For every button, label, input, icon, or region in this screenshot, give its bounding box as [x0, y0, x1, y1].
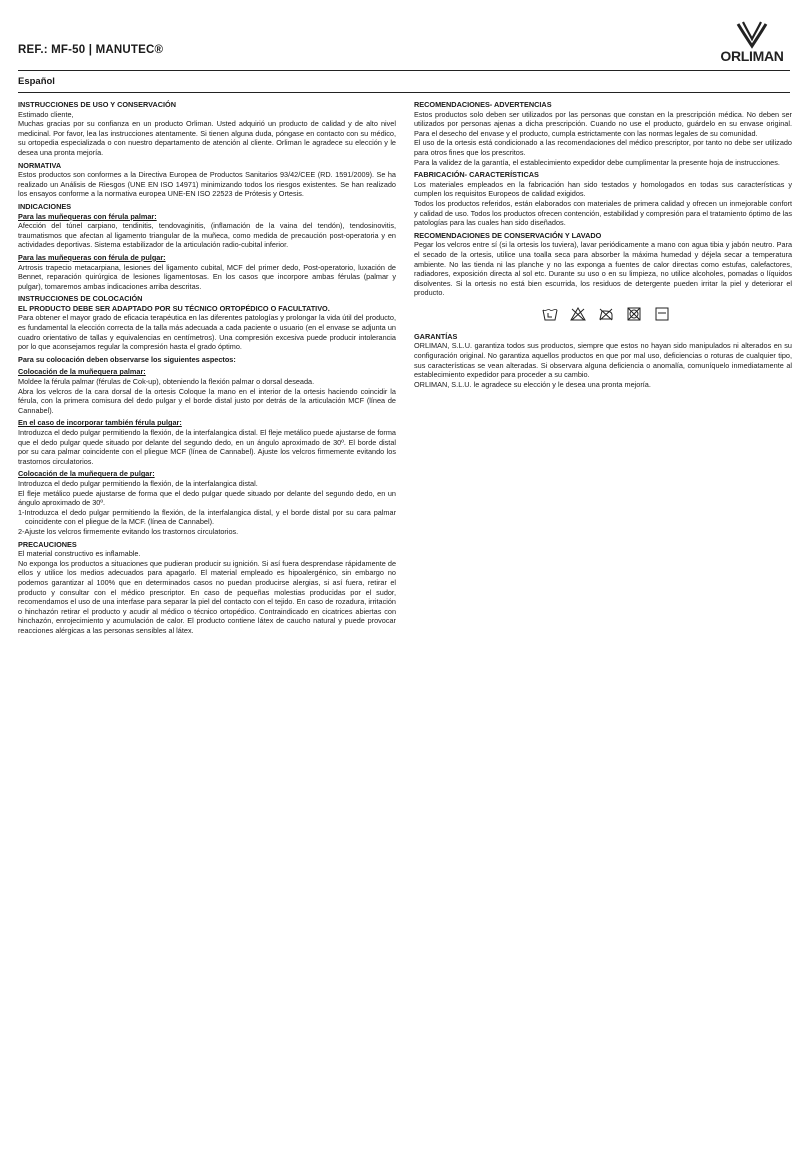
section-divider [18, 92, 790, 93]
section-recomendaciones [414, 100, 792, 167]
paragraph: Todos los productos referidos, están elaborados con materiales de primera calidad y ofrecen un inmejorable confort y calidad de uso. Todos los productos ofrecen contención, estabilidad y compresión para el tratamiento óptimo de las patologías para las cuales han sido diseñados. [414, 198, 792, 228]
section-indicaciones [18, 202, 396, 291]
orliman-logo-mark [714, 20, 790, 50]
section-fabricacion [414, 170, 792, 228]
no-bleach-icon [570, 307, 586, 321]
paragraph: Muchas gracias por su confianza en un producto Orliman. Usted adquirió un producto de calidad y de alto nivel medicinal. Por favor, lea las instrucciones atentamente. Si tienen alguna duda, póngase en contacto con su médico, su ortopedia especializada o con nuestro departamento de atención al cliente. Orliman le agradece su elección y le desea una pronta mejoría. [18, 119, 396, 157]
numbered-step: 1-Introduzca el dedo pulgar permitiendo la flexión, de la interfalangica distal, y el borde distal por su cara palmar coincidente con el pliegue de la MCF. (línea de Cannabel). [18, 507, 396, 527]
paragraph: ORLIMAN, S.L.U. garantiza todos sus productos, siempre que estos no hayan sido manipulados ni alterados en su configuración original. No garantiza aquellos productos en que por mal uso, deficiencias o roturas de cualquier tipo, sus características se vean alteradas. Si observara alguna deficiencia o anomalía, comuníquelo inmediatamente al establecimiento expedidor para proceder a su cambio. [414, 341, 792, 380]
right-column [414, 100, 792, 392]
section-title: INDICACIONES [18, 201, 72, 211]
section-title: FABRICACIÓN- CARACTERÍSTICAS [414, 170, 539, 180]
section-title: RECOMENDACIONES DE CONSERVACIÓN Y LAVADO [414, 230, 602, 240]
paragraph: El fleje metálico puede ajustarse de forma que el dedo pulgar quede situado por delante del segundo dedo, en un ángulo aproximado de 30º. [18, 488, 396, 508]
paragraph: Para obtener el mayor grado de eficacia terapéutica en las diferentes patologías y prolongar la vida útil del producto, es fundamental la elección correcta de la talla más adecuada a cada paciente o usuario (en el envase se adjunta un cuadro orientativo de tallas y equivalencias en centímetros). Una compresión excesiva puede producir intolerancia por lo que aconsejamos regular la compresión hasta el grado óptimo. [18, 313, 396, 352]
language-label: Español [18, 76, 55, 87]
section-subtitle: EL PRODUCTO DEBE SER ADAPTADO POR SU TÉCNICO ORTOPÉDICO O FACULTATIVO. [18, 303, 330, 313]
paragraph: Introduzca el dedo pulgar permitiendo la flexión, de la interfalangica distal. [18, 478, 258, 488]
paragraph: El uso de la ortesis está condicionado a las recomendaciones del médico prescriptor, por tanto no debe ser utilizado para otros fines que los prescritos. [414, 138, 792, 157]
document-reference: REF.: MF-50 | MANUTEC® [18, 44, 164, 56]
left-column [18, 100, 396, 638]
section-title: INSTRUCCIONES DE COLOCACIÓN [18, 294, 143, 304]
paragraph: Estos productos solo deben ser utilizados por las personas que constan en la prescripción médica. No deben ser utilizados por personas ajenas a dicha prescripción. Cuando no use el producto, guárdelo en su envase original. Para el desecho del envase y el producto, cumpla estrictamente con las normas legales de su comunidad. [414, 109, 792, 138]
paragraph: Estimado cliente, [18, 109, 74, 119]
subsection-title: Colocación de la muñequera de pulgar: [18, 469, 155, 479]
section-garantias [414, 332, 792, 390]
section-title: PRECAUCIONES [18, 539, 77, 549]
section-conservacion [414, 231, 792, 298]
paragraph: ORLIMAN, S.L.U. le agradece su elección y le desea una pronta mejoría. [414, 379, 651, 389]
section-title: GARANTÍAS [414, 331, 458, 341]
section-precauciones [18, 540, 396, 636]
care-symbols [542, 306, 792, 322]
numbered-step: 2-Ajuste los velcros firmemente evitando los trastornos circulatorios. [18, 526, 239, 536]
aspects-heading: Para su colocación deben observarse los siguientes aspectos: [18, 354, 236, 364]
subsection-title: Para las muñequeras con férula de pulgar: [18, 252, 166, 262]
orliman-logo [714, 20, 790, 68]
paragraph: Los materiales empleados en la fabricación han sido testados y homologados en todas sus características y cumplen los requisitos Europeos de calidad exigidos. [414, 179, 792, 199]
subsection-title: En el caso de incorporar también férula pulgar: [18, 418, 182, 428]
section-colocacion [18, 294, 396, 536]
section-title: NORMATIVA [18, 160, 62, 170]
paragraph: Pegar los velcros entre sí (si la ortesis los tuviera), lavar periódicamente a mano con agua tibia y jabón neutro. Para el secado de la ortesis, utilice una toalla seca para absorber la máxima humedad y déjela secar a temperatura ambiente. No las tienda ni las planche y no las exponga a fuentes de calor directas como estufas, calefactores, radiadores, exposición directa al sol etc. Durante su uso o en su limpieza, no utilice alcoholes, pomadas o líquidos disolventes. Si la ortesis no está bien escurrida, los residuos de detergente pueden irritar la piel y deteriorar el producto. [414, 240, 792, 298]
section-normativa [18, 161, 396, 199]
brand-name: ORLIMAN [720, 48, 784, 64]
paragraph: Para la validez de la garantía, el establecimiento expedidor debe cumplimentar la presente hoja de instrucciones. [414, 157, 780, 167]
no-iron-icon [598, 307, 614, 321]
paragraph: Moldee la férula palmar (férulas de Cok-up), obteniendo la flexión palmar o dorsal deseada. [18, 377, 315, 387]
section-title: RECOMENDACIONES- ADVERTENCIAS [414, 100, 552, 109]
paragraph: El material constructivo es inflamable. [18, 549, 141, 559]
hand-wash-icon [542, 307, 558, 321]
paragraph: Estos productos son conformes a la Directiva Europea de Productos Sanitarios 93/42/CEE (RD. 1591/2009). Se ha realizado un Análisis de Riesgos (UNE EN ISO 14971) minimizando todos los riesgos existentes. Se han realizado los ensayos conforme a la normativa europea UNE-EN ISO 22523 de Prótesis y Ortesis. [18, 170, 396, 199]
paragraph: Abra los velcros de la cara dorsal de la ortesis Coloque la mano en el interior de la ortesis haciendo coincidir la férula, con la primera comisura del dedo pulgar y el borde distal justo por detrás de la articulación MCF (línea de Cannabel). [18, 386, 396, 415]
paragraph: Afección del túnel carpiano, tendinitis, tendovaginitis, (inflamación de la vaina del tendón), tendosinovitis, traumatismos que afectan al ligamento triangular de la muñeca, como medida de precaución post-operatoria y en actividades deportivas. Sistema estabilizador de la articulación radio-cubital inferior. [18, 221, 396, 250]
section-title: INSTRUCCIONES DE USO Y CONSERVACIÓN [18, 100, 176, 109]
section-uso [18, 100, 396, 158]
paragraph: Introduzca el dedo pulgar permitiendo la flexión, de la interfalangica distal. El fleje metálico puede ajustarse de forma que el dedo pulgar quede situado por delante del segundo dedo, en un ángulo aproximado de 30º. El borde distal por su cara palmar coincidente con el pliegue MCF (línea de Cannabel). Ajuste los velcros firmemente evitando los trastornos circulatorios. [18, 428, 396, 466]
subsection-title: Colocación de la muñequera palmar: [18, 367, 146, 377]
header-divider [18, 70, 790, 71]
line-dry-icon [654, 307, 670, 321]
paragraph: No exponga los productos a situaciones que pudieran producir su ignición. Si así fuera desprendase rápidamente de ellos y utilice los medios adecuados para apagarlo. El material empleado es hipoalergénico, sin embargo no podemos garantizar al 100% que en determinados casos no puedan producirse alergias, si así fuera, retirar el producto y consultar con el médico prescriptor. En caso de pequeñas molestias producidas por el sudor, recomendamos el uso de una interfase para separar la piel del contacto con el tejido. En caso de rozadura, irritación o hinchazón retirar el producto y acudir al médico o técnico ortopédico. Contraindicado en cicatrices abiertas con hinchazón, enrojecimiento y acumulación de calor. El producto contiene látex de caucho natural y puede provocar reacciones alérgicas a las personas sensibles al látex. [18, 558, 396, 635]
paragraph: Artrosis trapecio metacarpiana, lesiones del ligamento cubital, MCF del primer dedo, Post-operatorio, luxación de Bennet, reparación quirúrgica de lesiones ligamentosas. En los casos que incorpore ambas férulas (palmar y pulgar), tomaremos ambas indicaciones arriba descritas. [18, 262, 396, 291]
no-tumble-dry-icon [626, 307, 642, 321]
subsection-title: Para las muñequeras con férula palmar: [18, 211, 157, 221]
